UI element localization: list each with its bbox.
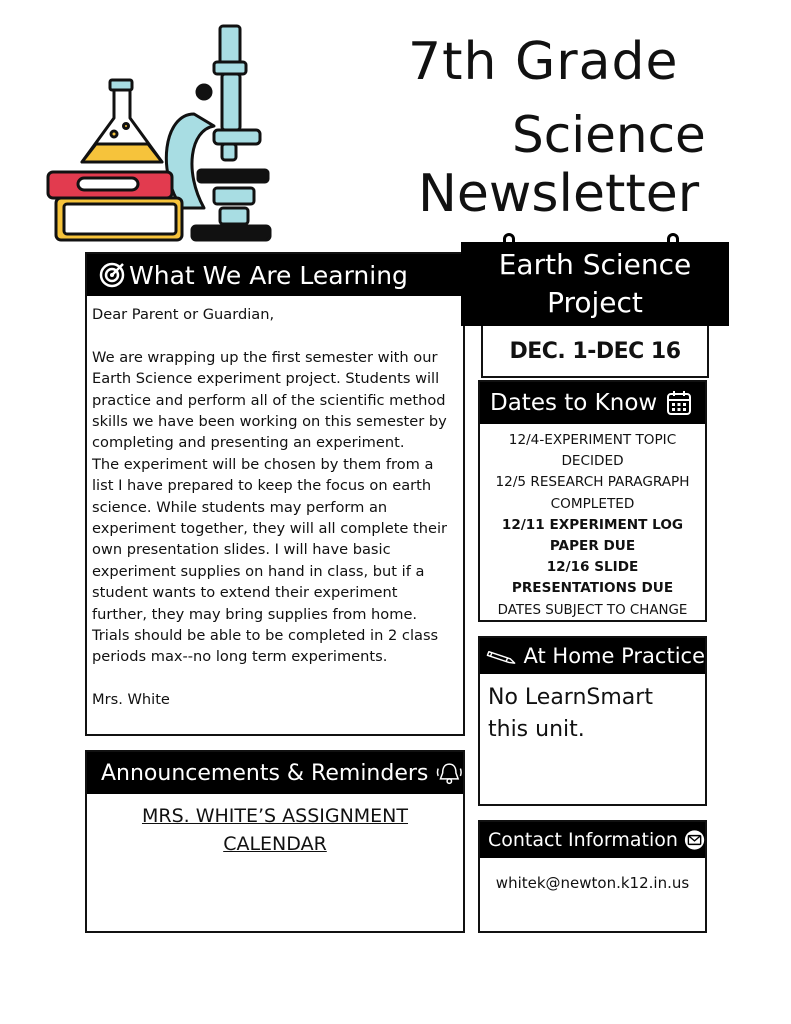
pencil-icon bbox=[486, 644, 518, 668]
newsletter-title-line1: 7th Grade bbox=[408, 32, 679, 92]
newsletter-title-line3: Newsletter bbox=[418, 164, 700, 224]
project-heading-line2: Project bbox=[547, 286, 643, 319]
date-item: DATES SUBJECT TO CHANGE bbox=[497, 602, 688, 618]
dates-heading: Dates to Know bbox=[490, 390, 658, 416]
home-practice-heading: At Home Practice bbox=[523, 644, 705, 668]
target-icon bbox=[99, 262, 125, 288]
mail-icon bbox=[684, 828, 705, 852]
calendar-icon bbox=[665, 389, 693, 417]
contact-email[interactable]: whitek@newton.k12.in.us bbox=[495, 874, 690, 892]
date-item: 12/16 SLIDE PRESENTATIONS DUE bbox=[511, 559, 674, 597]
announcements-header bbox=[87, 752, 463, 794]
announcements-section bbox=[85, 750, 465, 933]
contact-heading: Contact Information bbox=[488, 829, 678, 851]
bell-icon bbox=[436, 757, 463, 789]
date-item: 12/5 RESEARCH PARAGRAPH COMPLETED bbox=[495, 474, 690, 512]
assignment-calendar-link[interactable]: MRS. WHITE’S ASSIGNMENT CALENDAR bbox=[141, 805, 409, 855]
learning-header bbox=[87, 254, 463, 296]
home-practice-text: No LearnSmart this unit. bbox=[488, 685, 653, 742]
flask-icon bbox=[82, 80, 162, 162]
learning-heading: What We Are Learning bbox=[129, 260, 408, 290]
project-heading-line1: Earth Science bbox=[498, 248, 692, 281]
letter-paragraph-2: The experiment will be chosen by them from a list I have prepared to keep the focus on earth science. While students may perform an experiment together, they will all complete their own presentation slides. I will have basic experiment supplies on hand in class, but if a student wants to extend their experiment further, they may bring supplies from home. Trials should be able to be completed in 2 class periods max--no long term experiments. bbox=[92, 455, 448, 666]
dates-header bbox=[480, 382, 705, 424]
project-header bbox=[461, 242, 729, 326]
date-item: 12/4-EXPERIMENT TOPIC DECIDED bbox=[508, 432, 677, 470]
letter-greeting: Dear Parent or Guardian, bbox=[92, 306, 275, 323]
learning-section bbox=[85, 252, 465, 736]
announcements-heading: Announcements & Reminders bbox=[101, 760, 429, 786]
letter-paragraph-1: We are wrapping up the first semester with our Earth Science experiment project. Students will practice and perform all of the scientific method skills we have been working on this semester by completing and presenting an experiment. bbox=[92, 348, 447, 452]
home-practice-header bbox=[480, 638, 705, 674]
contact-section bbox=[478, 820, 707, 933]
learning-letter bbox=[87, 296, 463, 711]
contact-header bbox=[480, 822, 705, 858]
books-icon bbox=[48, 172, 182, 240]
date-item: 12/11 EXPERIMENT LOG PAPER DUE bbox=[501, 516, 684, 555]
dates-list bbox=[480, 424, 705, 621]
dates-section bbox=[478, 380, 707, 622]
letter-signature: Mrs. White bbox=[92, 691, 170, 709]
project-dates: DEC. 1-DEC 16 bbox=[481, 326, 709, 378]
home-practice-section bbox=[478, 636, 707, 806]
science-clipart bbox=[44, 22, 276, 246]
newsletter-title-line2: Science bbox=[512, 106, 706, 164]
